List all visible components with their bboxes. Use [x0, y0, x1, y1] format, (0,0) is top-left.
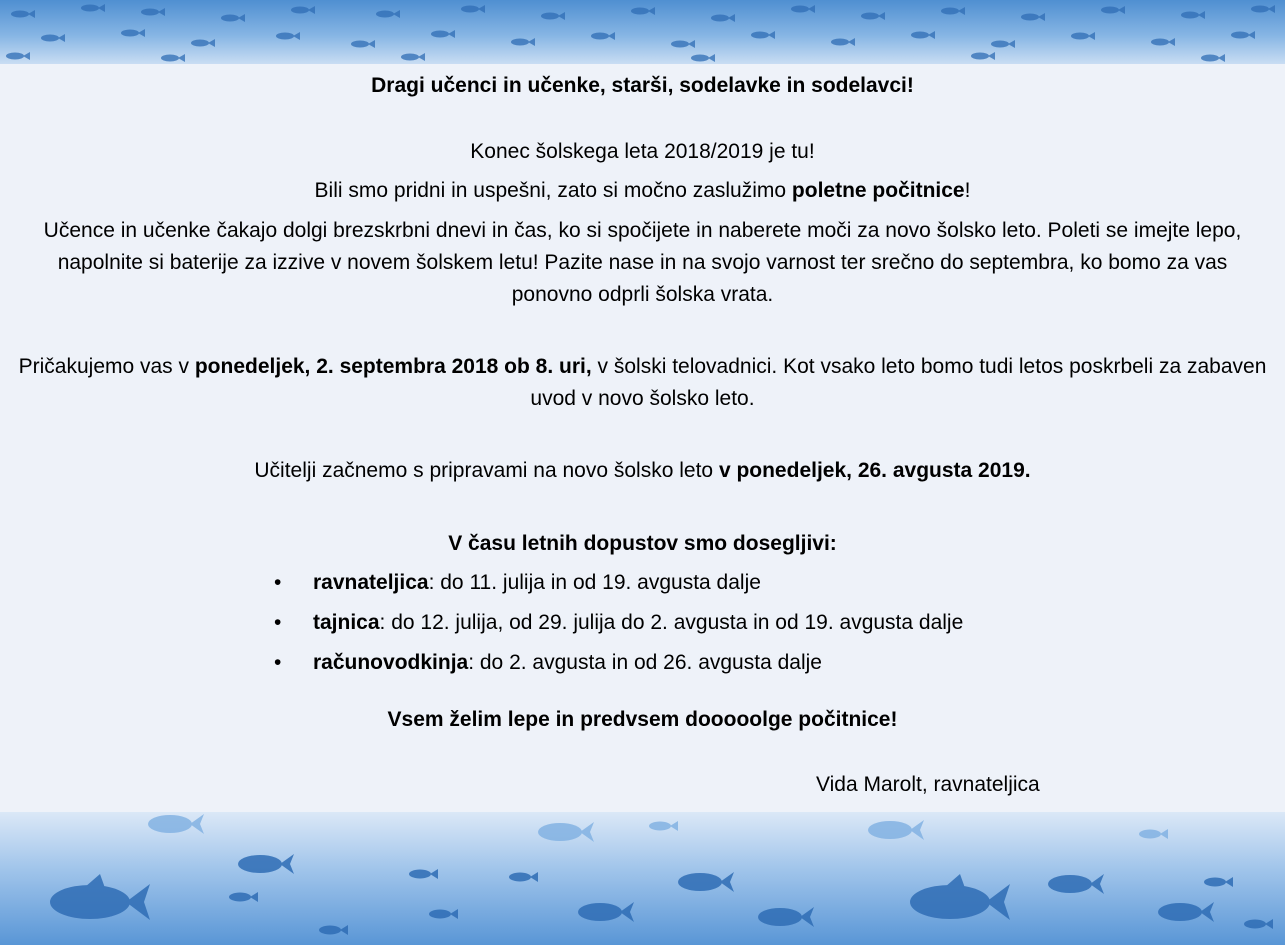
- signature: Vida Marolt, ravnateljica: [816, 773, 1040, 796]
- list-item-secretary: • tajnica: do 12. julija, od 29. julija do 2. avgusta in od 19. avgusta dalje: [274, 607, 963, 639]
- bottom-fish-pattern: [0, 812, 1285, 945]
- teachers-line: Učitelji začnemo s pripravami na novo šolsko leto v ponedeljek, 26. avgusta 2019.: [254, 459, 1031, 482]
- summer-paragraph: Učence in učenke čakajo dolgi brezskrbni dnevi in čas, ko si spočijete in naberete moči za novo šolsko leto. Poleti se imejte lepo, napolnite si baterije za izzive v novem šolskem letu! Pazite nase in na svojo varnost ter srečno do septembra, ko bomo za vas ponovno odprli šolska vrata.: [43, 219, 1242, 306]
- start-date-paragraph: Pričakujemo vas v ponedeljek, 2. septembra 2018 ob 8. uri, v šolski telovadnici. Kot vsako leto bomo tudi letos poskrbeli za zabaven uvod v novo šolsko leto.: [18, 355, 1267, 410]
- availability-heading: V času letnih dopustov smo dosegljivi:: [448, 532, 837, 555]
- closing-wish: Vsem želim lepe in predvsem dooooolge počitnice!: [387, 708, 898, 731]
- bullet-icon: •: [274, 651, 282, 674]
- greeting-heading: Dragi učenci in učenke, starši, sodelavke in sodelavci!: [371, 74, 914, 97]
- list-item-principal: • ravnateljica: do 11. julija in od 19. avgusta dalje: [274, 567, 761, 599]
- intro-line-2: Bili smo pridni in uspešni, zato si močno zaslužimo poletne počitnice!: [314, 179, 971, 202]
- bottom-fish-banner: [0, 812, 1285, 945]
- top-fish-pattern: [0, 0, 1285, 64]
- top-fish-banner: [0, 0, 1285, 64]
- bullet-icon: •: [274, 611, 282, 634]
- intro-line-1: Konec šolskega leta 2018/2019 je tu!: [470, 140, 815, 163]
- list-item-accountant: • računovodkinja: do 2. avgusta in od 26. avgusta dalje: [274, 647, 822, 679]
- bullet-icon: •: [274, 571, 282, 594]
